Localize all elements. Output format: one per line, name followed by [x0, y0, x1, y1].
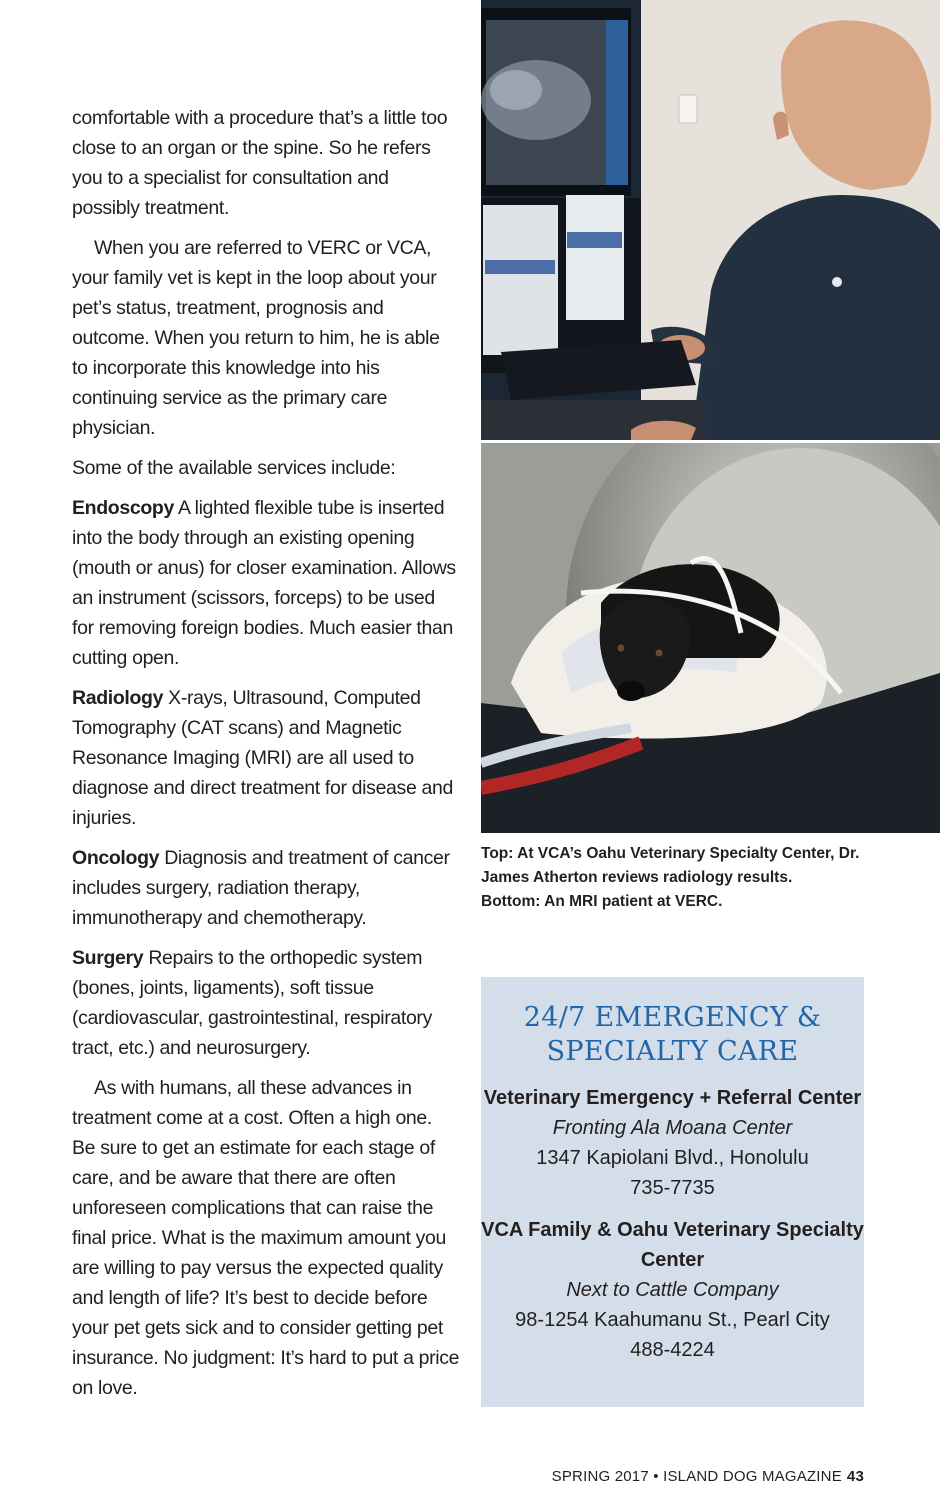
paragraph: Some of the available services include:	[72, 457, 396, 479]
service-oncology	[72, 843, 460, 933]
mri-patient-illustration	[481, 443, 940, 833]
article-body	[72, 103, 460, 1413]
location-name: Veterinary Emergency + Referral Center	[483, 1087, 862, 1109]
page-footer	[552, 1468, 864, 1485]
service-term: Oncology	[72, 847, 160, 869]
service-term: Radiology	[72, 687, 164, 709]
page-number: 43	[846, 1468, 864, 1485]
paragraph: When you are referred to VERC or VCA, your family vet is kept in the loop about your pet’s status, treatment, prognosis and outcome. When you return to him, he is able to incorporate this knowledge into his continuing service as the primary care physician.	[72, 237, 440, 439]
location-address: 98-1254 Kaahumanu St., Pearl City	[515, 1309, 830, 1331]
emergency-sidebar	[481, 977, 864, 1407]
service-description: X-rays, Ultrasound, Computed Tomography (CAT scans) and Magnetic Resonance Imaging (MRI) are all used to diagnose and direct treatment for disease and injuries.	[72, 687, 454, 829]
service-radiology	[72, 683, 460, 833]
location-phone: 735-7735	[630, 1177, 715, 1199]
sidebar-title: 24/7 EMERGENCY & SPECIALTY CARE	[523, 1002, 822, 1067]
service-endoscopy	[72, 493, 460, 673]
location-address: 1347 Kapiolani Blvd., Honolulu	[536, 1147, 809, 1169]
photo-mri-patient	[481, 443, 940, 833]
caption-bottom: Bottom: An MRI patient at VERC.	[481, 893, 723, 910]
service-description: A lighted flexible tube is inserted into the body through an existing opening (mouth or anus) for closer examination. Allows an instrument (scissors, forceps) to be used for removing foreign bodies. Much easier than cutting open.	[72, 497, 456, 669]
radiology-workstation-illustration	[481, 0, 940, 440]
photo-caption	[481, 842, 881, 914]
location-note: Next to Cattle Company	[566, 1279, 779, 1301]
location-phone: 488-4224	[630, 1339, 715, 1361]
issue-label: SPRING 2017 • ISLAND DOG MAGAZINE	[551, 1468, 842, 1485]
paragraph: comfortable with a procedure that’s a little too close to an organ or the spine. So he refers you to a specialist for consultation and possibly treatment.	[72, 107, 448, 219]
caption-top: Top: At VCA’s Oahu Veterinary Specialty Center, Dr. James Atherton reviews radiology results.	[481, 845, 860, 886]
service-term: Endoscopy	[72, 497, 174, 519]
service-term: Surgery	[72, 947, 144, 969]
photo-radiology-workstation	[481, 0, 940, 440]
service-description: Diagnosis and treatment of cancer includes surgery, radiation therapy, immunotherapy and chemotherapy.	[72, 847, 450, 929]
service-description: Repairs to the orthopedic system (bones, joints, ligaments), soft tissue (cardiovascular, gastrointestinal, respiratory tract, etc.) and neurosurgery.	[72, 947, 432, 1059]
location-vca	[481, 1215, 864, 1365]
paragraph: As with humans, all these advances in treatment come at a cost. Often a high one. Be sure to get an estimate for each stage of care, and be aware that there are often unforeseen complications that can raise the final price. What is the maximum amount you are willing to pay versus the expected quality and length of life? It’s best to decide before your pet gets sick and to consider getting pet insurance. No judgment: It’s hard to put a price on love.	[72, 1077, 460, 1399]
location-verc	[481, 1083, 864, 1203]
service-surgery	[72, 943, 460, 1063]
location-name: VCA Family & Oahu Veterinary Specialty Center	[481, 1219, 864, 1271]
location-note: Fronting Ala Moana Center	[552, 1117, 793, 1139]
